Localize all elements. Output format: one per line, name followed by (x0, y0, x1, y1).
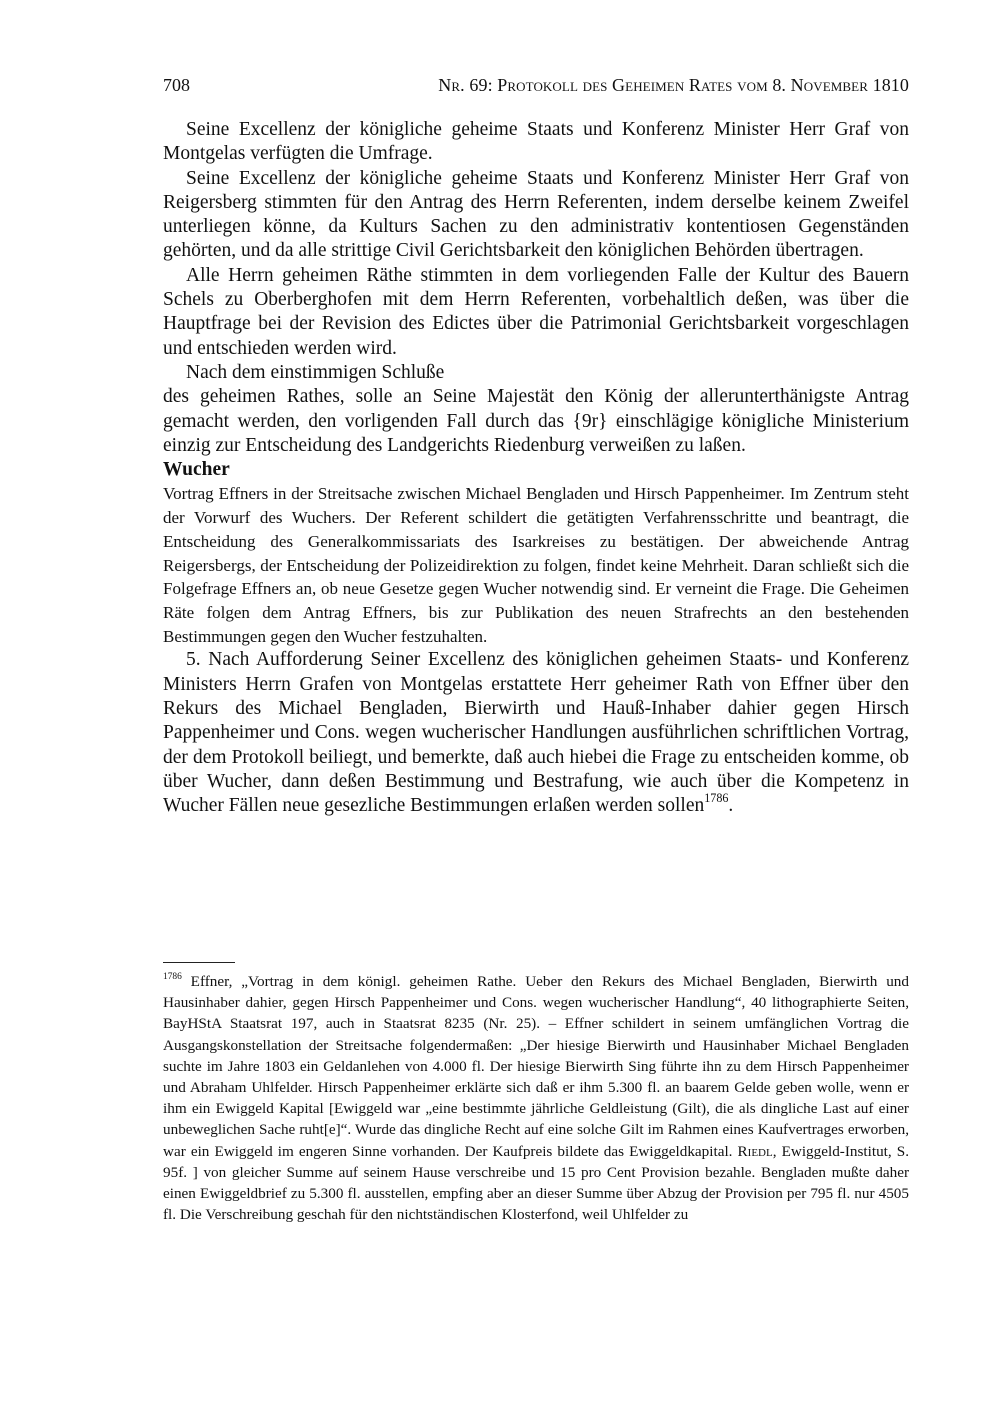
paragraph-reigersberg-vote: Seine Excellenz der königliche geheime Staats und Konferenz Minister Herr Graf von Reigersberg stimmten für den Antrag des Herrn Referenten, indem derselbe keinem Zweifel unterliegen könne, da Kulturs Sachen zu den administrativ kontentiosen Gegenständen gehörten, und da alle strittige Civil Gerichtsbarkeit den königlichen Behörden übertragen. (163, 167, 909, 262)
footnote-text-part2: , Ewiggeld-Institut, S. 95f. ] von gleicher Summe auf seinem Hause verschreibe und 15 pro Cent Provision bezahle. Bengladen mußte daher einen Ewiggeldbrief zu 5.300 fl. ausstellen, empfing aber an dieser Summe über Abzug der Provision per 795 fl. nur 4505 fl. Die Verschreibung geschah für den nichtständischen Klosterfond, weil Uhlfelder zu (163, 1142, 909, 1224)
footnote-text-part1: Effner, „Vortrag in dem königl. geheimen Rathe. Ueber den Rekurs des Michael Bengladen, Bierwirth und Hausinhaber dahier, gegen Hirsch Pappenheimer und Cons. wegen wucherischer Handlung“, 40 lithographierte Seiten, BayHStA Staatsrat 197, auch in Staatsrat 8235 (Nr. 25). – Effner schildert in seinem umfänglichen Vortrag die Ausgangskonstellation der Streitsache folgendermaßen: „Der hiesige Bierwirth und Hausinhaber Michael Bengladen suchte im Jahre 1803 ein Geldanlehen von 4.000 fl. Der hiesige Bierwirth Sing führte ihn zu dem Hirsch Pappenheimer und Abraham Uhlfelder. Hirsch Pappenheimer erklärte sich daß er ihm 5.300 fl. an baarem Gelde geben wolle, wenn er ihm ein Ewiggeld Kapital [Ewiggeld war „eine bestimmte jährliche Geldleistung (Gilt), die als dingliche Last auf einer unbeweglichen Sache ruht[e]“. Wurde das dingliche Recht auf eine solche Gilt im Rahmen eines Kaufvertrages erworben, war ein Ewiggeld im engeren Sinne vorhanden. Der Kaufpreis bildete das Ewiggeldkapital. (163, 973, 909, 1160)
page-number: 708 (163, 75, 190, 95)
footnote-author-riedl: Riedl (737, 1142, 773, 1160)
section-summary: Vortrag Effners in der Streitsache zwischen Michael Bengladen und Hirsch Pappenheimer. Im Zentrum steht der Vorwurf des Wuchers. Der Referent schildert die getätigten Verfahrensschritte und beantragt, die Entscheidung des Generalkommissariats des Isarkreises zu bestätigen. Der abweichende Antrag Reigersbergs, der Entscheidung der Polizeidirektion zu folgen, findet keine Mehrheit. Daran schließt sich die Folgefrage Effners an, ob neue Gesetze gegen Wucher notwendig sind. Er verneint die Frage. Die Geheimen Räte folgen dem Antrag Effners, bis zur Publikation des neuen Strafrechts an den bestehenden Bestimmungen gegen den Wucher festzuhalten. (163, 484, 909, 646)
footnote-rule (163, 962, 235, 963)
paragraph-umfrage: Seine Excellenz der königliche geheime Staats und Konferenz Minister Herr Graf von Montgelas verfügten die Umfrage. (163, 119, 909, 165)
agenda-item-text: 5. Nach Aufforderung Seiner Excellenz des königlichen geheimen Staats- und Konferenz Ministers Herrn Grafen von Montgelas erstattete Herr geheimer Rath von Effner über den Rekurs des Michael Bengladen, Bierwirth und Hauß-Inhaber dahier gegen Hirsch Pappenheimer und Cons. wegen wucherischer Handlungen ausführlichen schriftlichen Vortrag, der dem Protokoll beiliegt, und bemerkte, daß auch hiebei die Frage zu entscheiden komme, ob über Wucher, dann deßen Bestimmung und Bestrafung, wie auch über die Kompetenz in Wucher Fällen neue gesezliche Bestimmungen erlaßen werden sollen (163, 649, 909, 817)
decision-block: des geheimen Rathes, solle an Seine Majestät den König der allerunterthänigste Antrag gemacht werden, den vorligenden Fall durch das {9r} einschlägige königliche Ministerium einzig zur Entscheidung des Landgerichts Riedenburg verweißen zu laßen. (163, 386, 909, 456)
agenda-item-5 (163, 648, 909, 818)
footnote-number: 1786 (163, 972, 182, 982)
paragraph-conclusion-intro: Nach dem einstimmigen Schluße (186, 361, 445, 383)
paragraph-council-vote: Alle Herrn geheimen Räthe stimmten in dem vorliegenden Falle der Kultur des Bauern Schels zu Oberberghofen mit dem Herrn Referenten, vorbehaltlich deßen, was über die Hauptfrage bei der Revision des Edictes über die Patrimonial Gerichtsbarkeit vorgeschlagen und entschieden werden wird. (163, 264, 909, 359)
agenda-item-end: . (728, 795, 734, 817)
footnote-reference[interactable]: 1786 (704, 791, 729, 806)
main-text (163, 118, 909, 818)
running-title: Nr. 69: Protokoll des Geheimen Rates vom 8. November 1810 (438, 75, 909, 95)
running-head (163, 74, 909, 96)
footnote-1786 (163, 971, 909, 1225)
section-heading: Wucher (163, 459, 230, 481)
footnotes (163, 971, 909, 1225)
